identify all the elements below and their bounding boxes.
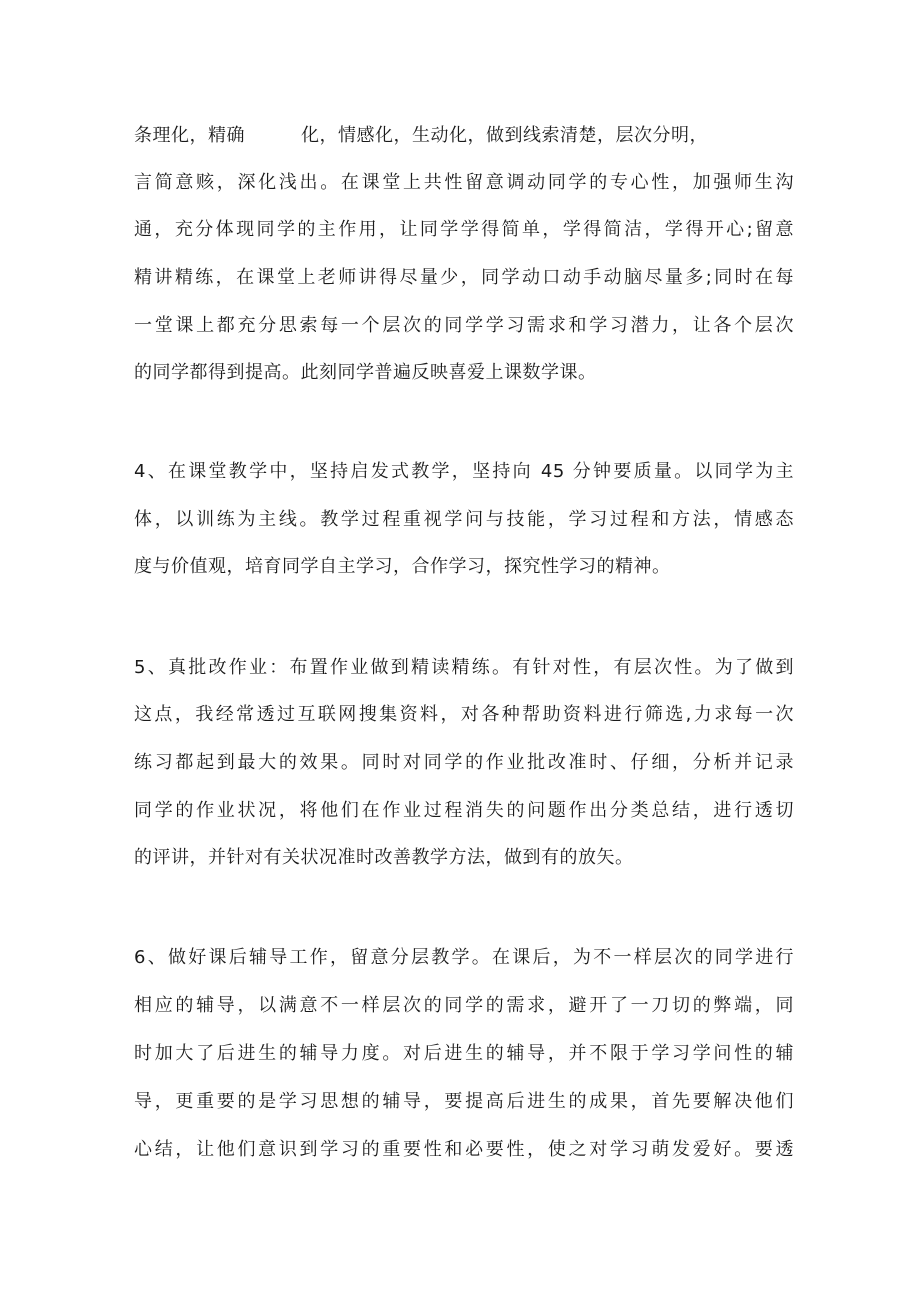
text-line: 导，更重要的是学习思想的辅导，要提高后进生的成果，首先要解决他们 [134,1091,794,1112]
text-line: 相应的辅导，以满意不一样层次的同学的需求，避开了一刀切的弊端，同 [134,995,794,1016]
text-line: 通，充分体现同学的主作用，让同学学得简单，学得简洁，学得开心;留意 [134,219,794,240]
text-line: 的评讲，并针对有关状况准时改善教学方法，做到有的放矢。 [134,847,634,868]
text-line: 6、做好课后辅导工作，留意分层教学。在课后，为不一样层次的同学进行 [134,947,794,968]
text-line: 这点，我经常透过互联网搜集资料，对各种帮助资料进行筛选,力求每一次 [134,704,794,725]
text-line: 精讲精练，在课堂上老师讲得尽量少，同学动口动手动脑尽量多;同时在每 [134,267,794,288]
text-line: 一堂课上都充分思索每一个层次的同学学习需求和学习潜力，让各个层次 [134,315,794,336]
text-line: 5、真批改作业：布置作业做到精读精练。有针对性，有层次性。为了做到 [134,657,794,678]
text-line: 心结，让他们意识到学习的重要性和必要性，使之对学习萌发爱好。要透 [134,1139,794,1160]
text-line: 4、在课堂教学中，坚持启发式教学，坚持向 45 分钟要质量。以同学为主 [134,461,794,482]
text-line: 言简意赅，深化浅出。在课堂上共性留意调动同学的专心性，加强师生沟 [134,172,794,193]
text-line: 练习都起到最大的效果。同时对同学的作业批改准时、仔细，分析并记录 [134,752,794,773]
text-line: 同学的作业状况，将他们在作业过程消失的问题作出分类总结，进行透切 [134,800,794,821]
text-line: 条理化，精确 化，情感化，生动化，做到线索清楚，层次分明， [134,125,708,146]
text-line: 体，以训练为主线。教学过程重视学问与技能，学习过程和方法，情感态 [134,509,794,530]
text-line: 的同学都得到提高。此刻同学普遍反映喜爱上课数学课。 [134,362,597,383]
text-line: 度与价值观，培育同学自主学习，合作学习，探究性学习的精神。 [134,556,671,577]
text-line: 时加大了后进生的辅导力度。对后进生的辅导，并不限于学习学问性的辅 [134,1043,794,1064]
